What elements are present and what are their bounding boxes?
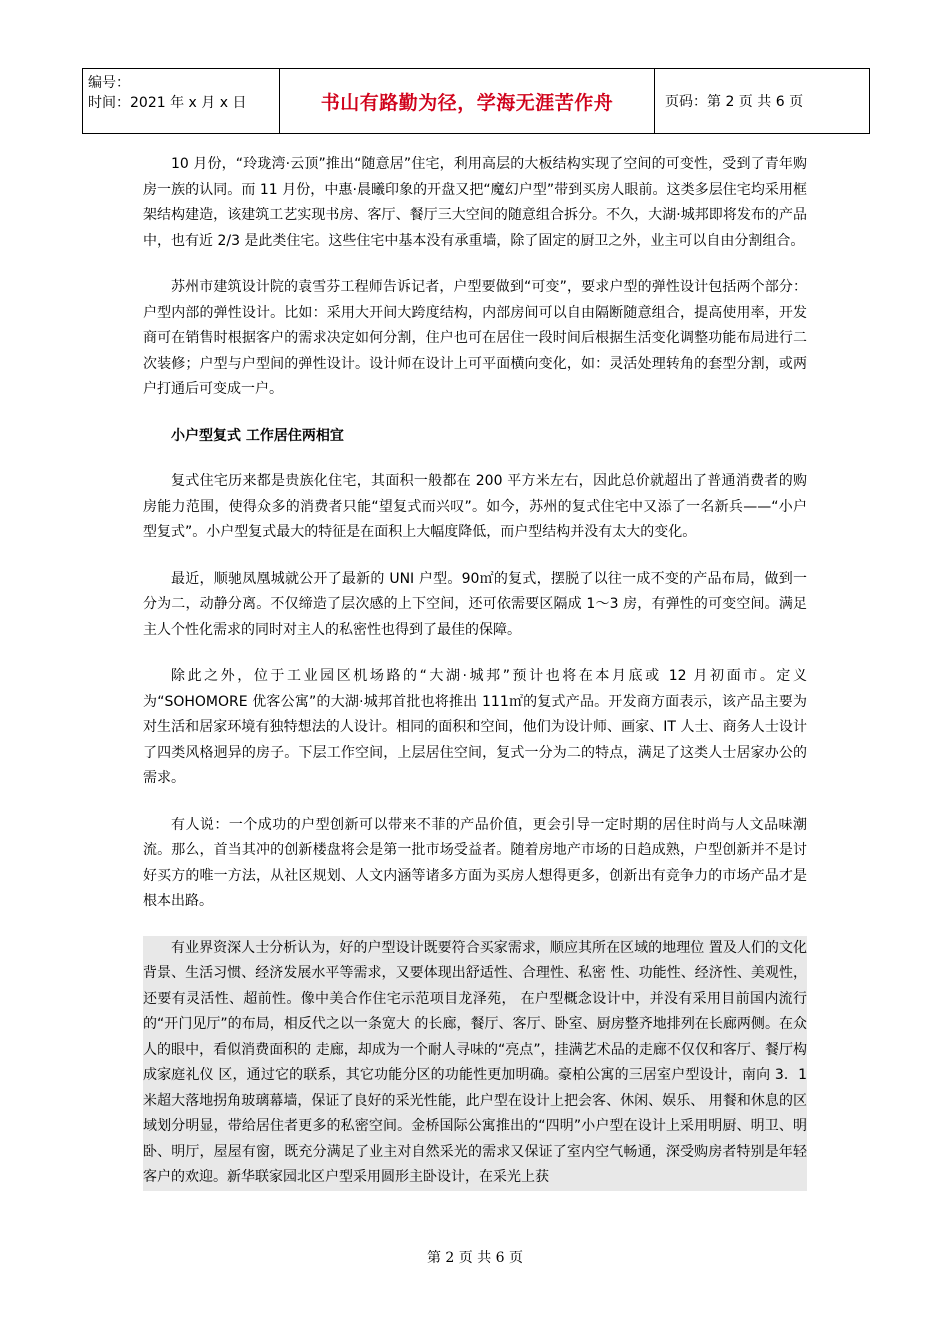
paragraph: 有人说：一个成功的户型创新可以带来不菲的产品价值，更会引导一定时期的居住时尚与人文品味潮流。那么，首当其冲的创新楼盘将会是第一批市场受益者。随着房地产市场的日趋成熟，户型创新并不是讨好买方的唯一方法，从社区规划、人文内涵等诸多方面为买房人想得更多，创新出有竞争力的市场产品才是根本出路。: [143, 816, 807, 909]
paragraph: 苏州市建筑设计院的袁雪芬工程师告诉记者，户型要做到“可变”，要求户型的弹性设计包括两个部分：户型内部的弹性设计。比如：采用大开间大跨度结构，内部房间可以自由隔断随意组合，提高使用率，开发商可在销售时根据客户的需求决定如何分割，住户也可在居住一段时间后根据生活变化调整功能布局进行二次装修；户型与户型间的弹性设计。设计师在设计上可平面横向变化，如：灵活处理转角的套型分割，或两户打通后可变成一户。: [143, 279, 807, 397]
paragraph: 除此之外，位于工业园区机场路的“大湖·城邦”预计也将在本月底或 12 月初面市。定义为“SOHOMORE 优客公寓”的大湖·城邦首批也将推出 111㎡的复式产品。开发商方面表示，该产品主要为对生活和居家环境有独特想法的人设计。相同的面积和空间，他们为设计师、画家、IT 人士、商务人士设计了四类风格迥异的房子。下层工作空间，上层居住空间，复式一分为二的特点，满足了这类人士居家办公的需求。: [143, 668, 807, 786]
section-heading: 小户型复式 工作居住两相宜: [171, 427, 344, 444]
number-label: 编号：: [88, 75, 130, 91]
header-page-info: 页码：第 2 页 共 6 页: [665, 94, 804, 110]
paragraph: 10 月份，“玲珑湾·云顶”推出“随意居”住宅，利用高层的大板结构实现了空间的可变性，受到了青年购房一族的认同。而 11 月份，中惠·晨曦印象的开盘又把“魔幻户型”带到买房人眼前。这类多层住宅均采用框架结构建造，该建筑工艺实现书房、客厅、餐厅三大空间的随意组合拆分。不久，大湖·城邦即将发布的产品中，也有近 2/3 是此类住宅。这些住宅中基本没有承重墙，除了固定的厨卫之外，业主可以自由分割组合。: [143, 156, 807, 249]
page-header: [82, 68, 870, 134]
header-meta-cell: [83, 69, 280, 133]
paragraph: 复式住宅历来都是贵族化住宅，其面积一般都在 200 平方米左右，因此总价就超出了普通消费者的购房能力范围，使得众多的消费者只能“望复式而兴叹”。如今，苏州的复式住宅中又添了一名新兵——“小户型复式”。小户型复式最大的特征是在面积上大幅度降低，而户型结构并没有太大的变化。: [143, 473, 807, 540]
document-body: [143, 152, 807, 1212]
shaded-paragraph: 有业界资深人士分析认为，好的户型设计既要符合买家需求，顺应其所在区域的地理位 置及人们的文化背景、生活习惯、经济发展水平等需求，又要体现出舒适性、合理性、私密 性、功能性、经济性、美观性，还要有灵活性、超前性。像中美合作住宅示范项目龙泽苑， 在户型概念设计中，并没有采用目前国内流行的“开门见厅”的布局，相反代之以一条宽大 的长廊，餐厅、客厅、卧室、厨房整齐地排列在长廊两侧。在众人的眼中，看似消费面积的 走廊，却成为一个耐人寻味的“亮点”，挂满艺术品的走廊不仅仅和客厅、餐厅构成家庭礼仪 区，通过它的联系，其它功能分区的功能性更加明确。豪柏公寓的三居室户型设计，南向 3．1 米超大落地拐角玻璃幕墙，保证了良好的采光性能，此户型在设计上把会客、休闲、娱乐、 用餐和休息的区域划分明显，带给居住者更多的私密空间。金桥国际公寓推出的“四明”小户型在设计上采用明厨、明卫、明卧、明厅，屋屋有窗，既充分满足了业主对自然采光的需求又保证了室内空气畅通，深受购房者特别是年轻客户的欢迎。新华联家园北区户型采用圆形主卧设计，在采光上获: [143, 936, 807, 1191]
page-footer: 第 2 页 共 6 页: [426, 1250, 524, 1266]
paragraph: 最近，顺驰凤凰城就公开了最新的 UNI 户型。90㎡的复式，摆脱了以往一成不变的产品布局，做到一分为二，动静分离。不仅缔造了层次感的上下空间，还可依需要区隔成 1～3 房，有弹性的可变空间。满足主人个性化需求的同时对主人的私密性也得到了最佳的保障。: [143, 570, 807, 638]
date-line: 时间：2021 年 x 月 x 日: [88, 95, 247, 111]
header-motto: 书山有路勤为径，学海无涯苦作舟: [280, 69, 655, 133]
